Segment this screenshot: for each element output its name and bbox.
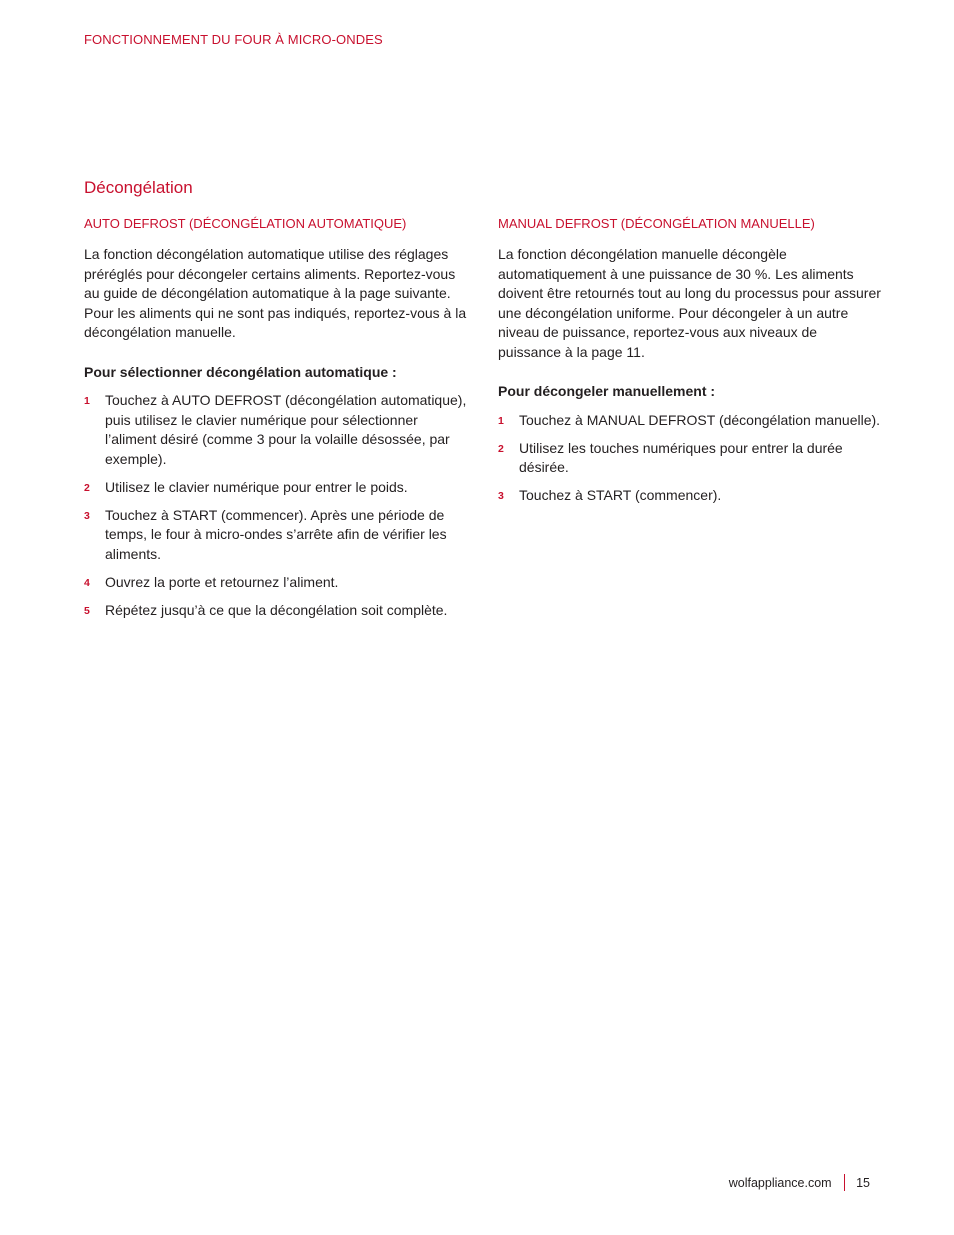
step-text: Touchez à START (commencer). Après une période de temps, le four à micro-ondes s’arrête afin de vérifier les aliments.: [105, 506, 447, 562]
list-item: [84, 478, 469, 498]
step-text: Touchez à MANUAL DEFROST (décongélation manuelle).: [519, 411, 881, 428]
step-number: 5: [84, 604, 90, 617]
list-item: [84, 391, 469, 469]
step-number: 2: [84, 481, 90, 494]
step-number: 1: [84, 395, 90, 407]
website-link[interactable]: wolfappliance.com: [728, 1175, 832, 1190]
step-text: Touchez à START (commencer).: [519, 487, 722, 503]
page-number: 15: [856, 1175, 870, 1190]
manual-defrost-intro: La fonction décongélation manuelle décongèle automatiquement à une puissance de 30 %. Les aliments doivent être retournés tout au long du processus pour assurer une décongélation uniforme. Pour décongeler à un autre niveau de puissance, reportez-vous aux niveaux de puissance à la page 11.: [498, 246, 881, 360]
step-text: Ouvrez la porte et retournez l’aliment.: [105, 573, 339, 590]
running-header: FONCTIONNEMENT DU FOUR À MICRO-ONDES: [84, 32, 383, 47]
section-title: Décongélation: [84, 178, 193, 197]
list-item: [84, 573, 469, 593]
step-number: 3: [84, 509, 90, 522]
auto-defrost-steps: [84, 391, 469, 620]
list-item: [498, 486, 883, 506]
auto-defrost-heading: AUTO DEFROST (DÉCONGÉLATION AUTOMATIQUE): [84, 216, 407, 231]
auto-defrost-lead-in: Pour sélectionner décongélation automatique :: [84, 363, 397, 380]
page-footer: [729, 1174, 870, 1191]
step-text: Utilisez les touches numériques pour entrer la durée désirée.: [519, 439, 843, 475]
list-item: [498, 411, 883, 431]
manual-defrost-steps: [498, 411, 883, 506]
step-text: Touchez à AUTO DEFROST (décongélation automatique), puis utilisez le clavier numérique pour sélectionner l’aliment désiré (comme 3 pour la volaille désossée, par exemple).: [105, 392, 467, 467]
footer-divider: [844, 1174, 846, 1191]
step-number: 4: [84, 576, 90, 589]
step-number: 2: [498, 442, 504, 455]
auto-defrost-intro: La fonction décongélation automatique utilise des réglages préréglés pour décongeler certains aliments. Reportez-vous au guide de décongélation automatique à la page suivante. Pour les aliments qui ne sont pas indiqués, reportez-vous à la décongélation manuelle.: [84, 246, 467, 340]
step-text: Utilisez le clavier numérique pour entrer le poids.: [105, 478, 408, 495]
list-item: [84, 601, 469, 621]
list-item: [498, 439, 883, 478]
step-number: 3: [498, 490, 504, 502]
list-item: [84, 506, 469, 565]
auto-defrost-column: [84, 215, 469, 629]
step-number: 1: [498, 414, 504, 427]
manual-defrost-lead-in: Pour décongeler manuellement :: [498, 383, 716, 399]
manual-defrost-column: [498, 215, 883, 514]
step-text: Répétez jusqu’à ce que la décongélation soit complète.: [105, 601, 448, 618]
manual-defrost-heading: MANUAL DEFROST (DÉCONGÉLATION MANUELLE): [498, 216, 815, 231]
